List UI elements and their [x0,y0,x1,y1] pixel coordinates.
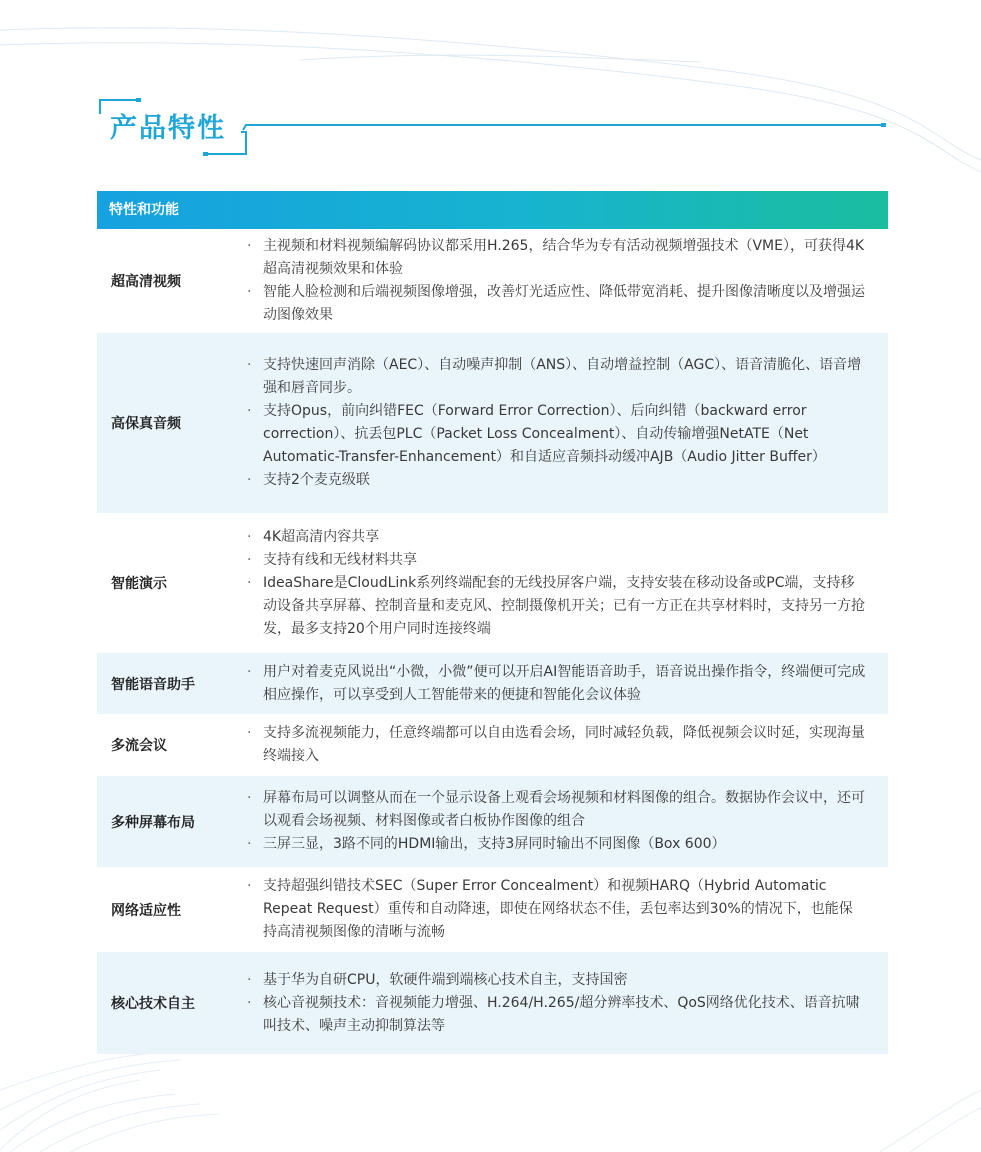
section-title-block [96,92,896,162]
list-item: · 主视频和材料视频编解码协议都采用H.265，结合华为专有活动视频增强技术（VME），可获得4K超高清视频效果和体验 [247,235,866,281]
feature-description [247,787,888,856]
list-item: · 屏幕布局可以调整从而在一个显示设备上观看会场视频和材料图像的组合。数据协作会议中，还可以观看会场视频、材料图像或者白板协作图像的组合 [247,787,866,833]
feature-name: 核心技术自主 [111,996,195,1012]
feature-description [247,969,888,1038]
feature-name: 智能语音助手 [111,676,195,693]
list-item: · 支持快速回声消除（AEC）、自动噪声抑制（ANS）、自动增益控制（AGC）、语音清脆化、语音增强和唇音同步。 [247,354,866,400]
table-row [97,776,888,867]
feature-name: 多种屏幕布局 [111,814,195,831]
features-table [97,191,888,1054]
feature-name: 智能演示 [111,576,167,592]
list-item: · 用户对着麦克风说出“小微，小微”便可以开启AI智能语音助手，语音说出操作指令，终端便可完成相应操作，可以享受到人工智能带来的便捷和智能化会议体验 [247,661,866,707]
table-row [97,653,888,714]
list-item: · 支持多流视频能力，任意终端都可以自由选看会场，同时减轻负载，降低视频会议时延，实现海量终端接入 [247,722,866,768]
table-row [97,333,888,513]
table-row [97,952,888,1054]
table-header: 特性和功能 [97,191,888,229]
feature-description [247,875,888,944]
table-row [97,714,888,776]
feature-description [247,661,888,707]
list-item: · 基于华为自研CPU，软硬件端到端核心技术自主，支持国密 [247,969,866,992]
list-item: · 支持有线和无线材料共享 [247,549,866,572]
list-item: · 三屏三显，3路不同的HDMI输出，支持3屏同时输出不同图像（Box 600） [247,833,866,856]
feature-description [247,235,888,327]
page-title: 产品特性 [110,113,226,144]
feature-name: 多流会议 [111,738,167,754]
table-row [97,229,888,333]
list-item: · 4K超高清内容共享 [247,526,866,549]
feature-name: 高保真音频 [111,416,181,432]
feature-description [247,526,888,641]
feature-name: 超高清视频 [111,274,181,290]
feature-description [247,722,888,768]
list-item: · 智能人脸检测和后端视频图像增强，改善灯光适应性、降低带宽消耗、提升图像清晰度以及增强运动图像效果 [247,281,866,327]
table-row [97,867,888,952]
list-item: · 支持超强纠错技术SEC（Super Error Concealment）和视频HARQ（Hybrid Automatic Repeat Request）重传和自动降速，即使在网络状态不佳，丢包率达到30%的情况下，也能保持高清视频图像的清晰与流畅 [247,875,866,944]
feature-description [247,354,888,492]
table-row [97,513,888,653]
list-item: · 核心音视频技术：音视频能力增强、H.264/H.265/超分辨率技术、QoS网络优化技术、语音抗啸叫技术、噪声主动抑制算法等 [247,992,866,1038]
list-item: · IdeaShare是CloudLink系列终端配套的无线投屏客户端，支持安装在移动设备或PC端，支持移动设备共享屏幕、控制音量和麦克风、控制摄像机开关；已有一方正在共享材料时，支持另一方抢发，最多支持20个用户同时连接终端 [247,572,866,641]
list-item: · 支持2个麦克级联 [247,469,866,492]
list-item: · 支持Opus，前向纠错FEC（Forward Error Correction）、后向纠错（backward error correction）、抗丢包PLC（Packet Loss Concealment）、自动传输增强NetATE（Net Automatic-Transfer-Enhancement）和自适应音频抖动缓冲AJB（Audio Jitter Buffer） [247,400,866,469]
feature-name: 网络适应性 [111,902,181,919]
